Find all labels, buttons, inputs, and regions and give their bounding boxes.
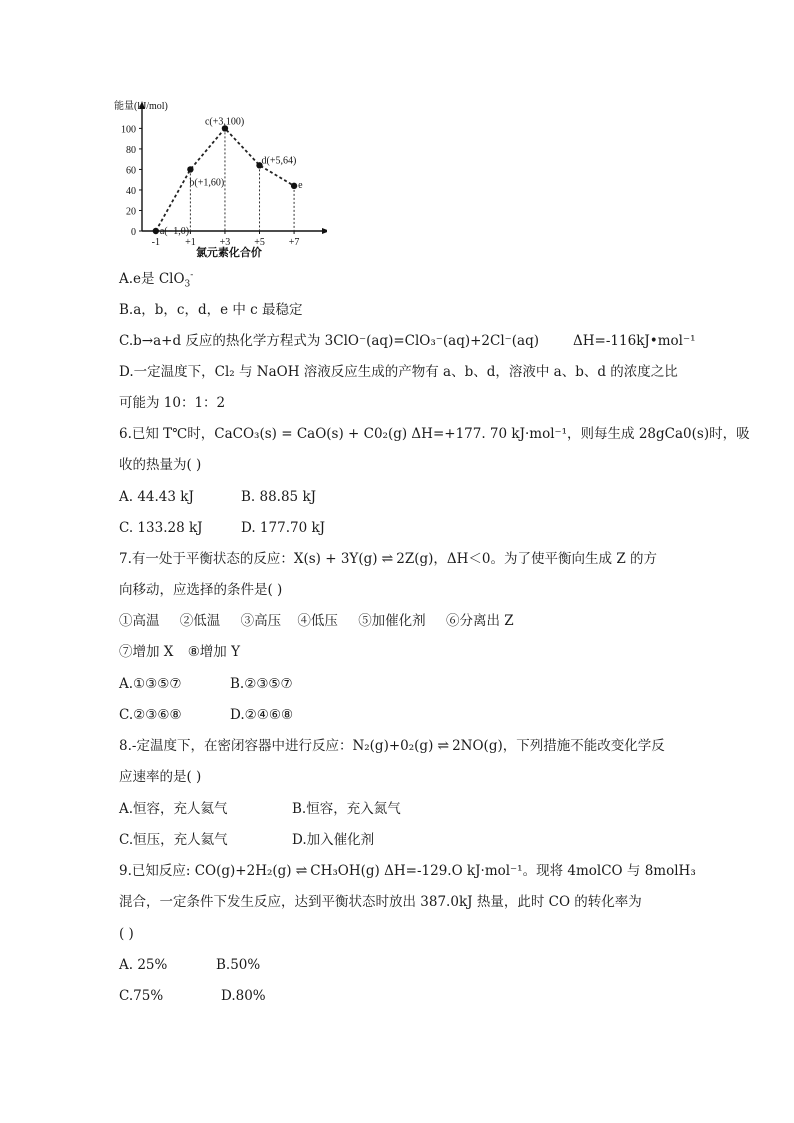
y-tick-label: 0 — [131, 227, 136, 238]
data-point-label: b(+1,60) — [189, 177, 225, 189]
q9-stem-line2: 混合，一定条件下发生反应，达到平衡状态时放出 387.0kJ 热量，此时 CO 的转化率为 — [119, 894, 642, 910]
q5-option-d-line1: D.一定温度下，Cl₂ 与 NaOH 溶液反应生成的产物有 a、b、d，溶液中 a、b、d 的浓度之比 — [119, 364, 678, 380]
q8-option-a: A.恒容，充人氦气 — [119, 801, 228, 817]
q7-option-a: A.①③⑤⑦ — [119, 676, 182, 692]
data-point-label: c(+3,100) — [204, 116, 245, 128]
q7-conditions-line1 — [119, 612, 514, 630]
q6-option-b: B. 88.85 kJ — [241, 489, 317, 505]
q9-option-b: B.50% — [216, 957, 261, 973]
q6-option-a: A. 44.43 kJ — [119, 489, 194, 505]
q7-option-c: C.②③⑥⑧ — [119, 707, 182, 723]
y-tick-label: 60 — [126, 165, 136, 177]
q9-stem-line1: 9.已知反应: CO(g)+2H₂(g) ⇌ CH₃OH(g) ΔH=-129.O kJ·mol⁻¹。现将 4molCO 与 8molH₃ — [119, 863, 696, 879]
q7-stem-line2: 向移动，应选择的条件是( ) — [119, 582, 283, 598]
q5-option-a: A.e是 ClO$_3$- — [119, 270, 194, 290]
q8-option-b: B.恒容，充入氮气 — [292, 801, 401, 817]
q9-stem-line3: ( ) — [119, 926, 134, 942]
q7-condition: ⑦增加 X — [119, 644, 174, 660]
y-tick-label: 20 — [126, 206, 136, 218]
x-axis-arrow-icon — [322, 228, 327, 234]
q7-condition: ⑧增加 Y — [187, 644, 241, 660]
q9-option-a: A. 25% — [119, 957, 168, 973]
x-tick-label: +3 — [219, 237, 231, 248]
x-axis-label: 氯元素化合价 — [195, 247, 262, 259]
q8-option-c: C.恒压，充人氦气 — [119, 832, 228, 848]
q5-option-c: C.b→a+d 反应的热化学方程式为 3ClO⁻(aq)=ClO₃⁻(aq)+2Cl⁻(aq) ΔH=-116kJ•mol⁻¹ — [119, 333, 696, 349]
q6-stem-line1: 6.已知 T℃时，CaCO₃(s) = CaO(s) + C0₂(g) ΔH=+177. 70 kJ·mol⁻¹，则每生成 28gCa0(s)时，吸 — [119, 426, 750, 442]
q7-condition: ①高温 — [119, 613, 160, 629]
energy-chart — [112, 95, 327, 260]
q8-stem-line2: 应速率的是( ) — [119, 769, 202, 785]
q8-option-d: D.加入催化剂 — [292, 832, 375, 848]
q9-option-d: D.80% — [221, 988, 266, 1004]
x-tick-label: -1 — [151, 237, 160, 248]
q5-option-b: B.a，b，c，d，e 中 c 最稳定 — [119, 302, 303, 318]
q7-condition: ⑥分离出 Z — [445, 613, 514, 629]
x-tick-label: +5 — [254, 237, 265, 248]
data-point-label: d(+5,64) — [261, 155, 297, 167]
q6-option-c: C. 133.28 kJ — [119, 520, 203, 536]
q5-option-d-line2: 可能为 10：1：2 — [119, 395, 226, 411]
q7-condition: ②低温 — [179, 613, 221, 629]
y-tick-label: 80 — [126, 144, 136, 156]
y-tick-label: 100 — [121, 124, 136, 136]
energy-chart-svg — [112, 95, 327, 260]
y-tick-label: 40 — [126, 185, 136, 197]
q7-option-d: D.②④⑥⑧ — [230, 707, 294, 723]
data-point — [153, 228, 159, 234]
data-point-label: e — [298, 179, 303, 191]
q7-option-b: B.②③⑤⑦ — [230, 676, 293, 692]
equilibrium-arrow-icon: ⇌ — [381, 551, 393, 567]
q6-option-d: D. 177.70 kJ — [241, 520, 326, 536]
data-point — [187, 166, 193, 172]
q9-option-c: C.75% — [119, 988, 164, 1004]
energy-series-line — [156, 128, 294, 231]
q8-stem-line1: 8.-定温度下，在密闭容器中进行反应：N₂(g)+0₂(g) ⇌ 2NO(g)，下列措施不能改变化学反 — [119, 738, 665, 754]
q7-condition: ⑤加催化剂 — [358, 613, 426, 629]
q7-conditions-line2 — [119, 643, 240, 661]
q7-condition: ④低压 — [297, 613, 338, 629]
y-axis-label: 能量(kJ/mol) — [114, 101, 168, 112]
q7-condition: ③高压 — [240, 613, 282, 629]
data-point — [291, 183, 297, 189]
equilibrium-arrow-icon: ⇌ — [295, 863, 307, 879]
data-point-label: a(−1,0) — [159, 226, 190, 237]
equilibrium-arrow-icon: ⇌ — [437, 738, 449, 754]
q6-stem-line2: 收的热量为( ) — [119, 457, 202, 473]
q7-stem-line1: 7.有一处于平衡状态的反应：X(s) + 3Y(g) ⇌ 2Z(g)，ΔH＜0。为了使平衡向生成 Z 的方 — [119, 551, 657, 567]
x-tick-label: +7 — [288, 237, 300, 248]
x-tick-label: +1 — [185, 237, 196, 248]
